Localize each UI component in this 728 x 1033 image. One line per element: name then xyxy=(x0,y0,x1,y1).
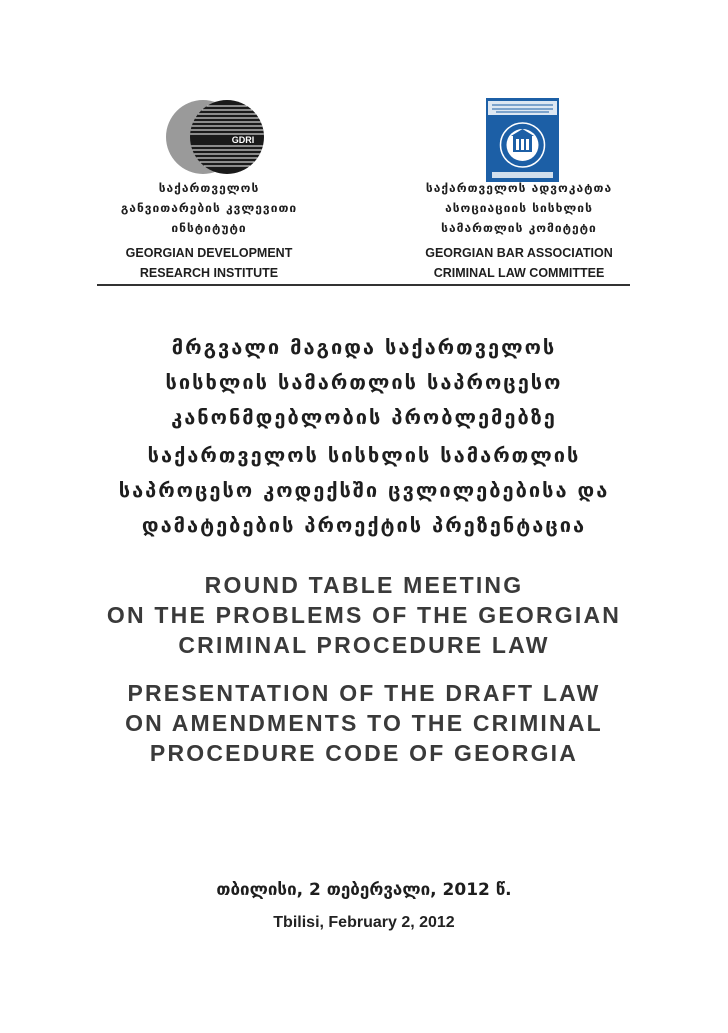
title-eng-block-1 xyxy=(100,570,628,660)
bar-association-emblem xyxy=(486,98,559,182)
left-org-eng-line: GEORGIAN DEVELOPMENT xyxy=(125,246,293,260)
right-org-geo-name xyxy=(405,178,633,238)
right-org-geo-line: ასოციაციის სისხლის xyxy=(445,201,593,215)
svg-text:GDRI: GDRI xyxy=(231,135,255,145)
left-org-eng-line: RESEARCH INSTITUTE xyxy=(139,266,279,280)
right-org-geo-line: სამართლის კომიტეტი xyxy=(441,221,597,235)
gdri-logo xyxy=(165,98,275,176)
title-geo-line: დამატებების პროექტის პრეზენტაცია xyxy=(141,513,587,537)
title-geo-line: მრგვალი მაგიდა საქართველოს xyxy=(171,335,557,359)
title-eng-line: ON THE PROBLEMS OF THE GEORGIAN xyxy=(106,602,622,628)
left-org-eng-name xyxy=(95,243,323,283)
left-org-geo-line: განვითარების კვლევითი xyxy=(120,201,298,215)
right-org-eng-line: GEORGIAN BAR ASSOCIATION xyxy=(425,246,613,260)
left-org-geo-line: საქართველოს xyxy=(158,181,260,195)
title-geo-line: კანონმდებლობის პრობლემებზე xyxy=(171,405,557,429)
title-geo-block-2 xyxy=(90,438,638,543)
title-eng-block-2 xyxy=(100,678,628,768)
title-geo-block-1 xyxy=(100,330,628,435)
right-org-eng-name xyxy=(405,243,633,283)
title-geo-line: საპროცესო კოდექსში ცვლილებებისა და xyxy=(118,478,610,502)
date-eng: Tbilisi, February 2, 2012 xyxy=(273,914,455,931)
right-org-geo-line: საქართველოს ადვოკატთა xyxy=(425,181,613,195)
date-geo: თბილისი, 2 თებერვალი, 2012 წ. xyxy=(216,880,512,900)
right-org-eng-line: CRIMINAL LAW COMMITTEE xyxy=(433,266,605,280)
title-eng-line: PROCEDURE CODE OF GEORGIA xyxy=(149,740,579,766)
title-eng-line: ROUND TABLE MEETING xyxy=(204,572,524,598)
title-eng-line: PRESENTATION OF THE DRAFT LAW xyxy=(127,680,601,706)
title-geo-line: საქართველოს სისხლის სამართლის xyxy=(147,443,581,467)
left-org-geo-name xyxy=(95,178,323,238)
left-org-geo-line: ინსტიტუტი xyxy=(171,221,247,235)
title-eng-line: ON AMENDMENTS TO THE CRIMINAL xyxy=(125,710,603,736)
title-eng-line: CRIMINAL PROCEDURE LAW xyxy=(178,632,550,658)
header-divider xyxy=(97,284,630,286)
title-geo-line: სისხლის სამართლის საპროცესო xyxy=(165,370,563,394)
